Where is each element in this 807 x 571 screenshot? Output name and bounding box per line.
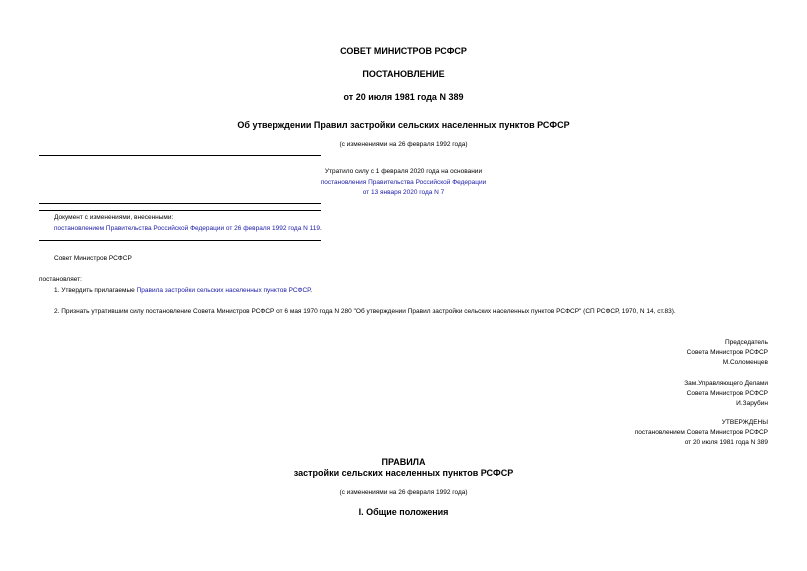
- issuer: Совет Министров РСФСР: [54, 255, 132, 262]
- rules-title: ПРАВИЛА: [381, 457, 426, 467]
- document-title: Об утверждении Правил застройки сельских населенных пунктов РСФСР: [237, 120, 570, 130]
- rules-subtitle: застройки сельских населенных пунктов РСФСР: [293, 468, 514, 478]
- chair-name: М.Соломенцев: [722, 359, 768, 366]
- rules-amendments-note: (с изменениями на 26 февраля 1992 года): [339, 489, 468, 496]
- resolution-item-2: 2. Признать утратившим силу постановление Совета Министров РСФСР от 6 мая 1970 года N 280 "Об утверждении Правил застройки сельских населенных пунктов РСФСР" (СП РСФСР, 1970, N 14, ст.83).: [54, 308, 676, 315]
- divider-line: [39, 210, 321, 211]
- section-heading: I. Общие положения: [358, 507, 449, 517]
- chair-title: Председатель: [724, 339, 768, 346]
- approval-line-1: постановлением Совета Министров РСФСР: [634, 429, 768, 436]
- divider-line: [39, 203, 321, 204]
- changes-label: Документ с изменениями, внесенными:: [54, 214, 174, 221]
- chair-org: Совета Министров РСФСР: [686, 349, 768, 356]
- divider-line: [39, 155, 321, 156]
- item1-suffix: .: [310, 287, 313, 294]
- approval-label: УТВЕРЖДЕНЫ: [721, 419, 768, 426]
- amendments-note: (с изменениями на 26 февраля 1992 года): [339, 141, 468, 148]
- divider-line: [39, 240, 321, 241]
- deputy-title: Зам.Управляющего Делами: [684, 380, 768, 387]
- changes-suffix: .: [320, 225, 322, 232]
- document-date-number: от 20 июля 1981 года N 389: [343, 92, 464, 102]
- item1-prefix: 1. Утвердить прилагаемые: [54, 287, 137, 294]
- repeal-decree-link[interactable]: постановления Правительства Российской Федерации: [320, 179, 487, 186]
- rules-link[interactable]: Правила застройки сельских населенных пунктов РСФСР: [136, 287, 311, 294]
- resolution-item-1: [54, 287, 312, 294]
- repeal-decree-date-link[interactable]: от 13 января 2020 года N 7: [362, 189, 445, 196]
- status-text: Утратило силу с 1 февраля 2020 года на основании: [324, 168, 483, 175]
- approval-line-2: от 20 июля 1981 года N 389: [684, 439, 768, 446]
- document-type: ПОСТАНОВЛЕНИЕ: [362, 69, 445, 79]
- amending-decree-link[interactable]: постановлением Правительства Российской Федерации от 26 февраля 1992 года N 119: [54, 225, 321, 232]
- deputy-name: И.Зарубин: [736, 400, 768, 407]
- resolves-label: постановляет:: [39, 276, 82, 283]
- council-heading: СОВЕТ МИНИСТРОВ РСФСР: [340, 46, 467, 56]
- deputy-org: Совета Министров РСФСР: [686, 390, 768, 397]
